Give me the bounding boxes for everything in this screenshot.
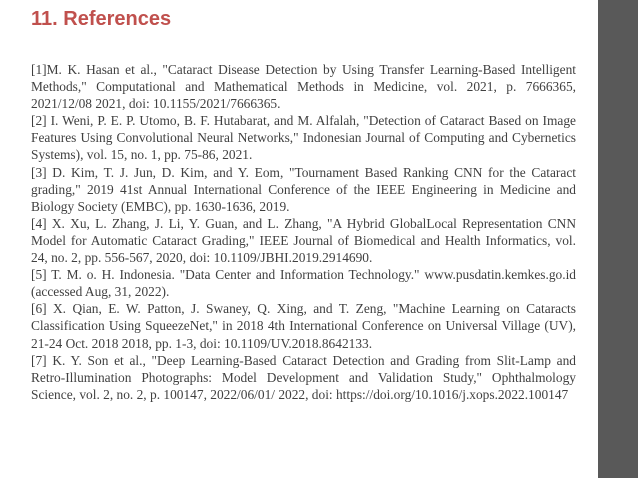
reference-list xyxy=(31,61,576,403)
reference-item-3: [3] D. Kim, T. J. Jun, D. Kim, and Y. Eom, "Tournament Based Ranking CNN for the Cataract grading," 2019 41st Annual International Conference of the IEEE Engineering in Medicine and Biology Society (EMBC), pp. 1630-1636, 2019. xyxy=(31,164,576,214)
reference-item-6: [6] X. Qian, E. W. Patton, J. Swaney, Q. Xing, and T. Zeng, "Machine Learning on Cataracts Classification Using SqueezeNet," in 2018 4th International Conference on Universal Village (UV), 21-24 Oct. 2018 2018, pp. 1-3, doi: 10.1109/UV.2018.8642133. xyxy=(31,301,576,351)
side-accent-bar xyxy=(598,0,638,478)
reference-item-5: [5] T. M. o. H. Indonesia. "Data Center and Information Technology." www.pusdatin.kemkes.go.id (accessed Aug, 31, 2022). xyxy=(31,267,576,300)
slide-title: 11. References xyxy=(31,8,172,30)
reference-item-4: [4] X. Xu, L. Zhang, J. Li, Y. Guan, and L. Zhang, "A Hybrid GlobalLocal Representation CNN Model for Automatic Cataract Grading," IEEE Journal of Biomedical and Health Informatics, vol. 24, no. 2, pp. 556-567, 2020, doi: 10.1109/JBHI.2019.2914690. xyxy=(31,215,576,266)
reference-item-7: [7] K. Y. Son et al., "Deep Learning-Based Cataract Detection and Grading from Slit-Lamp and Retro-Illumination Photographs: Model Development and Validation Study," Ophthalmology Science, vol. 2, no. 2, p. 100147, 2022/06/01/ 2022, doi: https://doi.org/10.1016/j.xops.2022.100147 xyxy=(31,352,576,402)
reference-item-2: [2] I. Weni, P. E. P. Utomo, B. F. Hutabarat, and M. Alfalah, "Detection of Cataract Based on Image Features Using Convolutional Neural Networks," Indonesian Journal of Computing and Cybernetics Systems), vol. 15, no. 1, pp. 75-86, 2021. xyxy=(31,113,576,163)
reference-item-1: [1]M. K. Hasan et al., "Cataract Disease Detection by Using Transfer Learning-Based Intelligent Methods," Computational and Mathematical Methods in Medicine, vol. 2021, p. 7666365, 2021/12/08 2021, doi: 10.1155/2021/7666365. xyxy=(31,62,576,112)
